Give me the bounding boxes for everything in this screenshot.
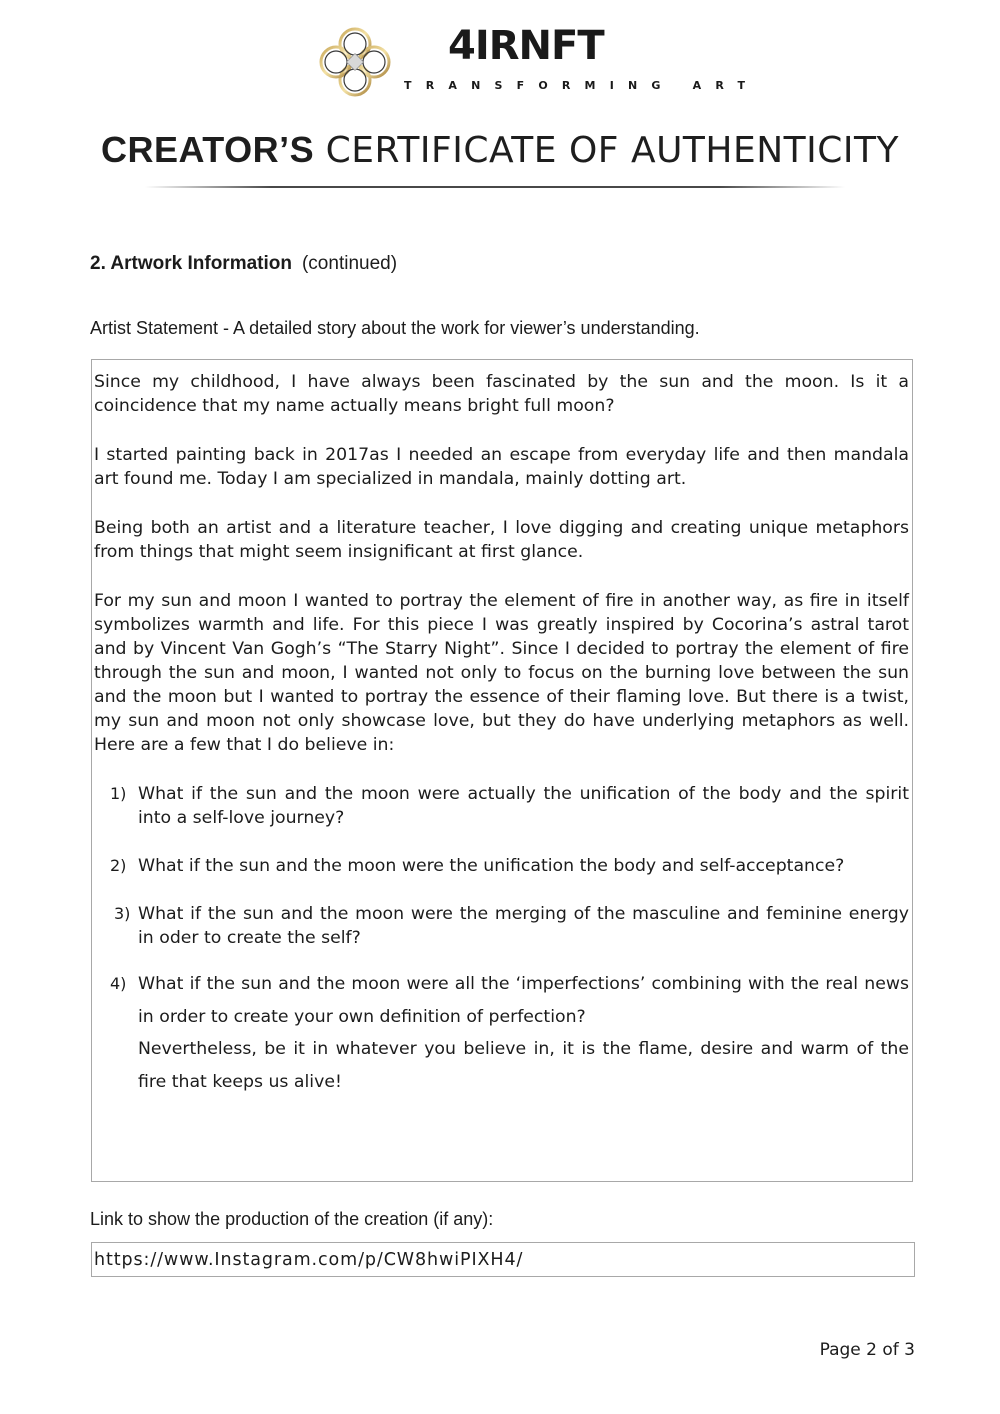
- list-text: What if the sun and the moon were the unification the body and self-acceptance?: [138, 856, 845, 876]
- list-number: 4): [110, 974, 127, 993]
- artist-statement-text: [94, 370, 909, 1122]
- list-item: [94, 902, 909, 950]
- section-title: 2. Artwork Information: [90, 253, 292, 274]
- list-text: What if the sun and the moon were the merging of the masculine and feminine energy in oder to create the self?: [138, 904, 909, 948]
- section-heading: [90, 253, 397, 275]
- list-text: What if the sun and the moon were actually the unification of the body and the spirit into a self-love journey?: [138, 784, 909, 828]
- statement-paragraph: For my sun and moon I wanted to portray the element of fire in another way, as fire in itself symbolizes warmth and life. For this piece I was greatly inspired by Cocorina’s astral tarot and by Vincent Van Gogh’s “The Starry Night”. Since I decided to portray the element of fire through the sun and moon, I wanted not only to focus on the burning love between the sun and the moon but I wanted to portray the essence of their flaming love. But there is a twist, my sun and moon not only showcase love, but they do have underlying metaphors as well. Here are a few that I do believe in:: [94, 591, 909, 755]
- production-link-label: Link to show the production of the creation (if any):: [90, 1209, 494, 1229]
- brand-name: 4IRNFT: [448, 23, 604, 69]
- title-divider: [145, 186, 845, 188]
- list-number: 1): [110, 784, 127, 803]
- closing-line: Nevertheless, be it in whatever you believe in, it is the flame, desire and warm of the fire that keeps us alive!: [138, 1039, 909, 1092]
- title-rest: CERTIFICATE OF AUTHENTICITY: [325, 130, 900, 171]
- metaphor-list: [94, 782, 909, 1098]
- list-item: [94, 968, 909, 1098]
- section-note: (continued): [301, 253, 398, 274]
- interlocking-knot-logo-icon: [316, 22, 394, 102]
- production-link[interactable]: https://www.Instagram.com/p/CW8hwiPIXH4/: [94, 1250, 524, 1270]
- list-item: [94, 854, 909, 878]
- statement-paragraph: I started painting back in 2017as I needed an escape from everyday life and then mandala art found me. Today I am specialized in mandala, mainly dotting art.: [94, 445, 909, 489]
- title-strong: CREATOR’S: [100, 129, 315, 170]
- list-number: 2): [110, 856, 127, 875]
- statement-paragraph: Since my childhood, I have always been fascinated by the sun and the moon. Is it a coincidence that my name actually means bright full moon?: [94, 372, 909, 416]
- list-text: What if the sun and the moon were all the ‘imperfections’ combining with the real news in order to create your own definition of perfection?: [138, 974, 909, 1027]
- page-number: Page 2 of 3: [819, 1340, 915, 1360]
- list-number: 3): [114, 904, 131, 923]
- artist-statement-label: Artist Statement - A detailed story about the work for viewer’s understanding.: [90, 318, 700, 338]
- brand-tagline: TRANSFORMING ART: [404, 79, 760, 92]
- statement-paragraph: Being both an artist and a literature teacher, I love digging and creating unique metaphors from things that might seem insignificant at first glance.: [94, 518, 909, 562]
- document-title: [0, 128, 1000, 173]
- list-item: [94, 782, 909, 830]
